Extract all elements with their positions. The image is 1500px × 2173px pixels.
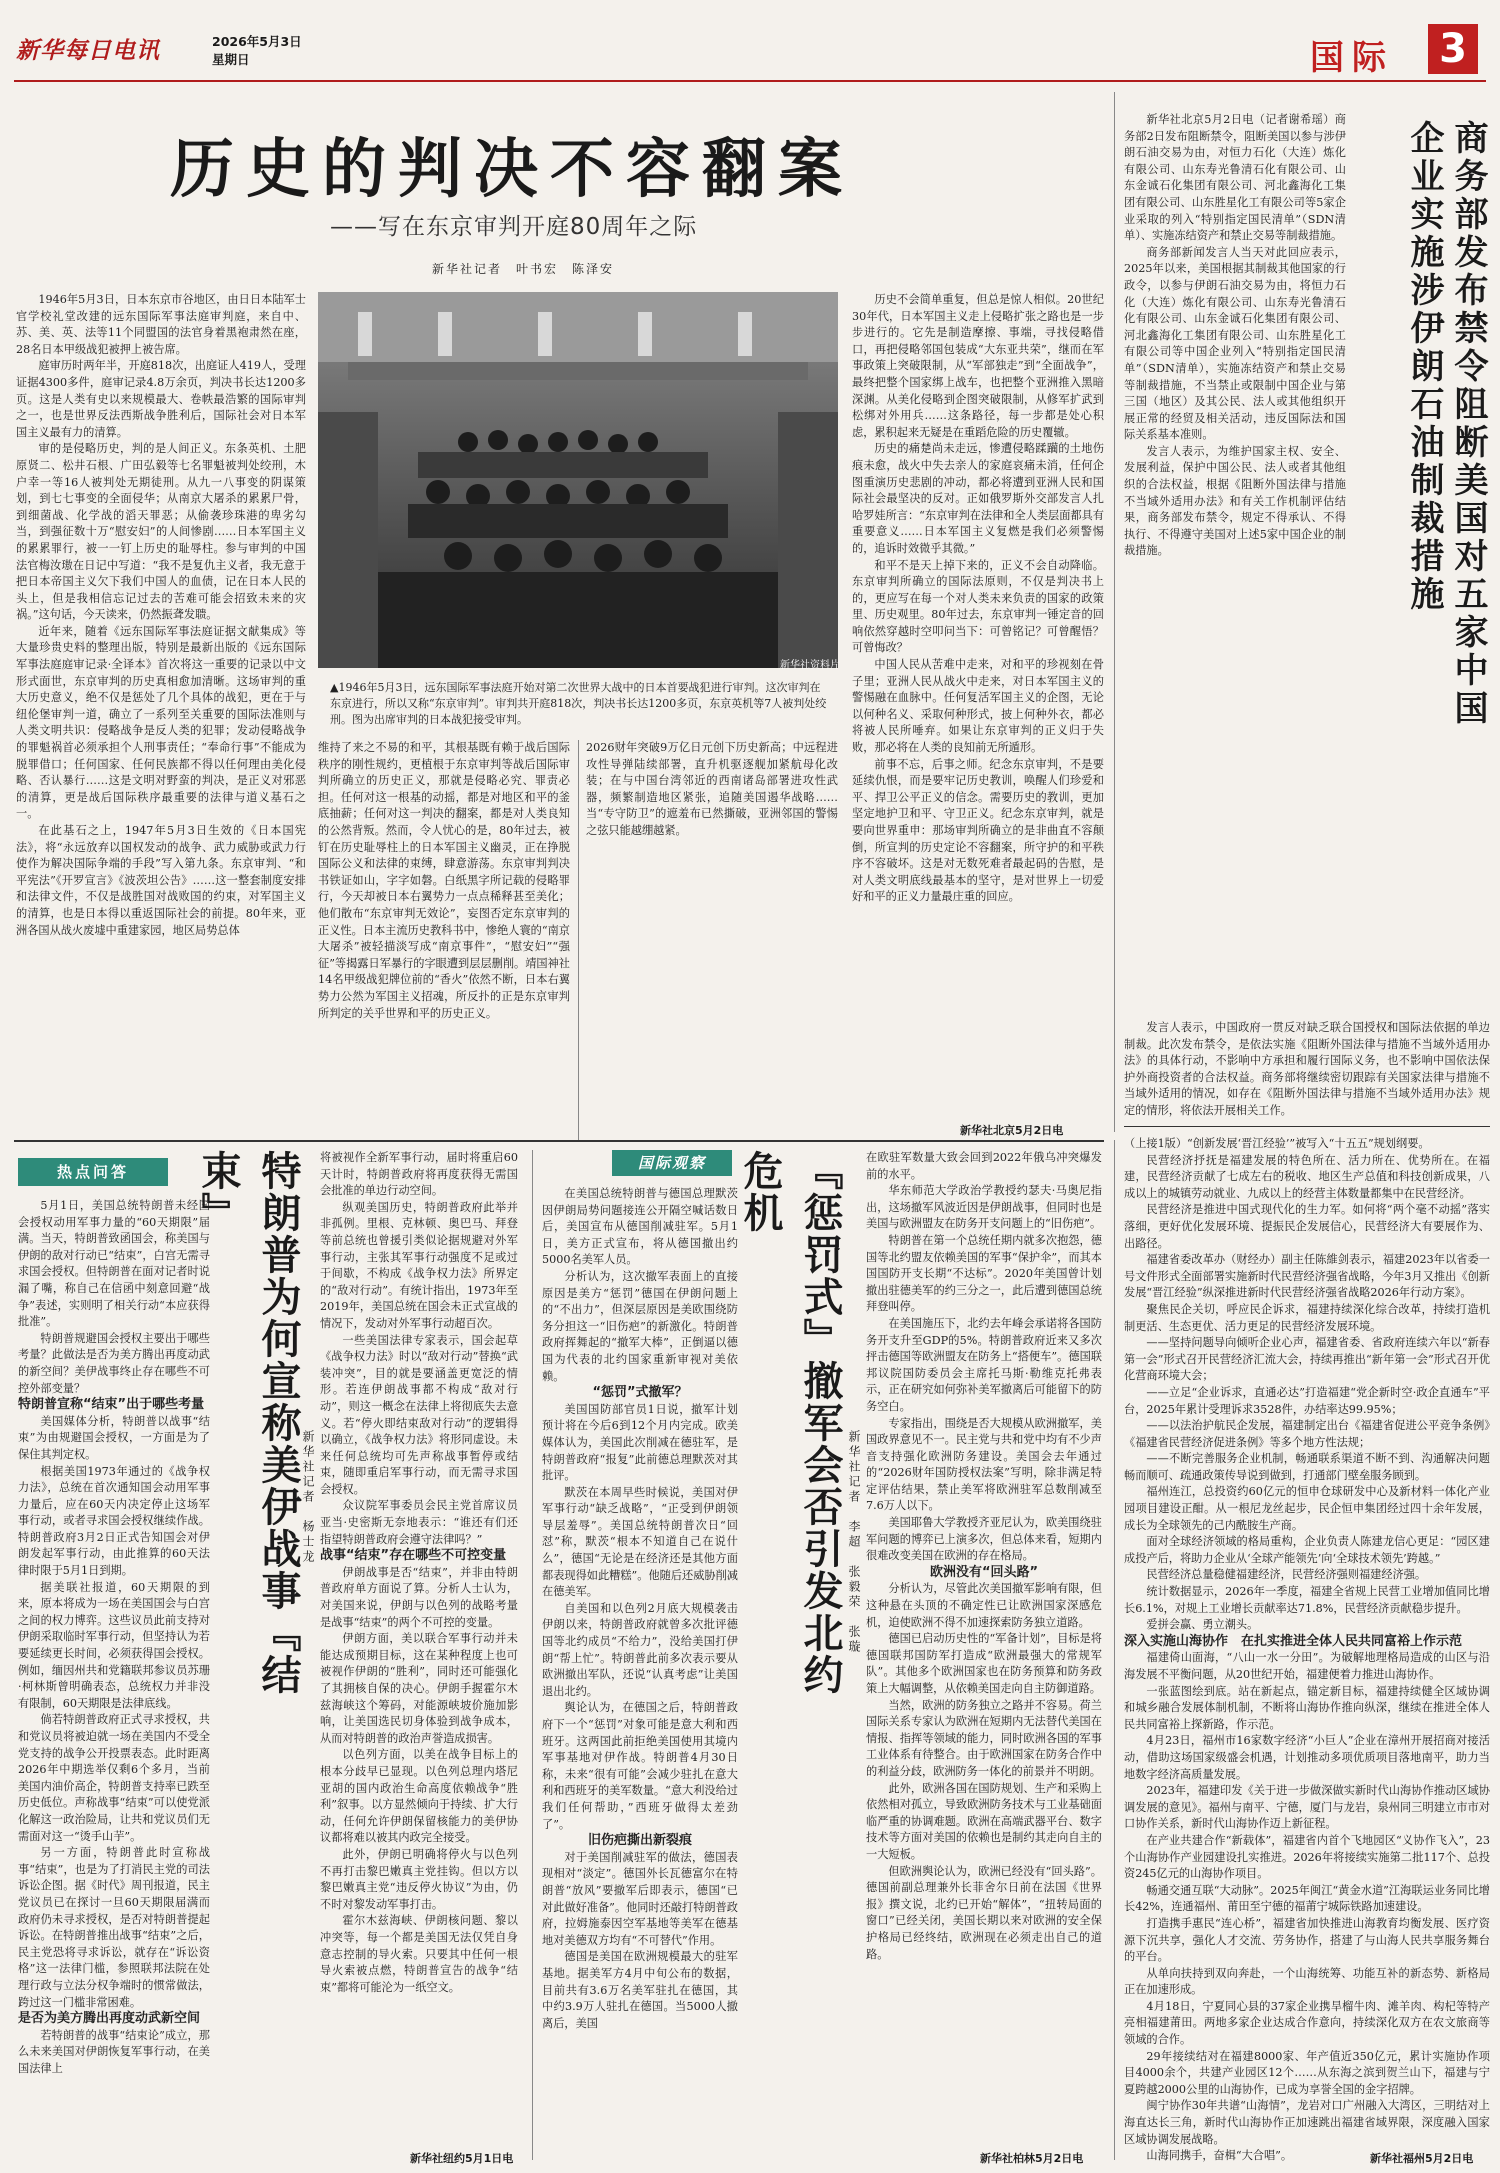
- issue-weekday: 星期日: [212, 52, 250, 67]
- side-article-body: [1124, 112, 1346, 1020]
- fujian-paragraph: 2023年，福建印发《关于进一步做深做实新时代山海协作推动区域协调发展的意见》。福州与南平、宁德，厦门与龙岩，泉州同三明建立市市对口协作关系，新时代山海协作迈上新征程。: [1124, 1784, 1490, 1831]
- lead-paragraph: 中国人民从苦难中走来，对和平的珍视刻在骨子里；亚洲人民从战火中走来，对日本军国主义的警惕融在血脉中。任何复活军国主义的企图，无论以何种名义、采取何种形式，披上何种外衣，都必将被人民所唾弃。如果让东京审判的正义归于失败，那必将在人类的良知前无所遁形。: [852, 658, 1104, 755]
- hot-paragraph: 一些美国法律专家表示，国会起草《战争权力法》时以“敌对行动”替换“武装冲突”，目的就是要涵盖更宽泛的情形。若连伊朗战事都不构成“敌对行动”，则这一概念在法律上将彻底失去意义。若“停火即结束敌对行动”的逻辑得以确立，《战争权力法》将形同虚设。未来任何总统均可先声称战事暂停或结束，随即重启军事行动，而无需寻求国会授权。: [320, 1333, 518, 1496]
- fujian-paragraph: ——以法治护航民企发展，福建制定出台《福建省促进公平竞争条例》《福建省民营经济促进条例》等多个地方性法规；: [1124, 1419, 1490, 1449]
- hot-paragraph: 5月1日，美国总统特朗普未经国会授权动用军事力量的“60天期限”届满。当天，特朗普致函国会，称美国与伊朗的敌对行动已“结束”，白宫无需寻求国会授权。但特朗普在面对记者时说漏了嘴，称自己在信函中刻意回避“战争”表述，实则明了相关行动“本应获得批准”。: [18, 1199, 210, 1329]
- side-paragraph: 商务部新闻发言人当天对此回应表示，2025年以来，美国根据其制裁其他国家的行政令，以参与伊朗石油交易为由，将恒力石化（大连）炼化有限公司、山东寿光鲁清石化有限公司、山东金诚石化集团有限公司、河北鑫海化工集团有限公司、山东胜星化工有限公司等中国企业列入“特别指定国民清单”（SDN清单），实施冻结资产和禁止交易等制裁措施，不当禁止或限制中国企业与第三国（地区）及其公民、法人或其他组织开展正常的经贸及相关活动，违反国际法和国际关系基本准则。: [1124, 245, 1346, 442]
- obs-tag: 国际观察: [612, 1150, 732, 1176]
- column-divider-b: [1114, 1140, 1115, 2160]
- hot-byline-text: 新华社记者 杨士龙: [301, 1430, 315, 1565]
- fujian-paragraph: 一张蓝图绘到底。站在新起点，锚定新目标，福建持续健全区域协调和城乡融合发展体制机制，不断将山海协作推向纵深，继续在推进全体人民共同富裕上探新路，作示范。: [1124, 1684, 1490, 1731]
- obs-paragraph: 分析认为，这次撤军表面上的直接原因是美方“惩罚”德国在伊朗问题上的“不出力”，但深层原因是美欧围绕防务分担这一“旧伤疤”的新激化。特朗普政府挥舞起的“撤军大棒”，正倒逼以德国为代表的北约国家重新审视对美依赖。: [542, 1269, 738, 1383]
- obs-column-1: [542, 1186, 738, 2156]
- fujian-paragraph: 山海同携手，奋楫“大合唱”。: [1146, 2149, 1293, 2163]
- section-separator: [14, 1140, 1104, 1142]
- fujian-paragraph: 爱拼会赢、勇立潮头。: [1146, 1618, 1259, 1632]
- hot-paragraph: 纵观美国历史，特朗普政府此举并非孤例。里根、克林顿、奥巴马、拜登等前总统也曾援引类似论据规避对外军事行动，主张其军事行动强度不足或过于间歇，不构成《战争权力法》所界定的“敌对行动”。有统计指出，1973年至2019年，美国总统在国会未正式宣战的情况下，发动对外军事行动超百次。: [320, 1200, 518, 1330]
- fujian-paragraph: 福建倚山面海，“八山一水一分田”。为破解地理格局造成的山区与沿海发展不平衡问题，从20世纪开始，福建便着力推进山海协作。: [1124, 1651, 1490, 1681]
- hot-paragraph: 特朗普规避国会授权主要出于哪些考量？此做法是否为美方腾出再度动武的新空间？美伊战事终止存在哪些不可控外部变量？: [18, 1331, 210, 1395]
- hot-byline: [300, 1430, 317, 1690]
- fujian-paragraph: ——立足“企业诉求，直通必达”打造福建“党企新时空·政企直通车”平台，2025年累计受理诉求3528件，办结率达99.95%；: [1124, 1385, 1490, 1416]
- hot-paragraph: 倘若特朗普政府正式寻求授权，共和党议员将被迫就一场在美国内不受全党支持的战争公开投票表态。此时距离2026年中期选举仅剩6个多月，当前美国内油价高企，特朗普支持率已跌至历史低位。声称战事“结束”可以使党派化解这一政治险局，让共和党议员们无需面对这一“烫手山芋”。: [18, 1713, 210, 1843]
- newspaper-logo: 新华每日电讯: [16, 37, 160, 64]
- lead-paragraph: 1946年5月3日，日本东京市谷地区，由日日本陆军士官学校礼堂改建的远东国际军事法庭审判庭，来自中、苏、美、英、法等11个同盟国的法官身着黑袍肃然在座，28名日本甲级战犯被押上被告席。: [16, 293, 306, 356]
- obs-paragraph: 当然，欧洲的防务独立之路并不容易。荷兰国际关系专家认为欧洲在短期内无法替代美国在情报、指挥等领域的能力，同时欧洲各国的军事工业体系有待整合。由于欧洲国家在防务合作中的利益分歧，欧洲防务一体化的前景并不明朗。: [866, 1698, 1102, 1778]
- side-paragraph: 新华社北京5月2日电（记者谢希瑶）商务部2日发布阻断禁令，阻断美国以参与涉伊朗石油交易为由，对恒力石化（大连）炼化有限公司、山东寿光鲁清石化有限公司、山东金诚石化集团有限公司、河北鑫海化工集团有限公司、山东胜星化工有限公司等5家企业采取的列入“特别指定国民清单”（SDN清单）、实施冻结资产和禁止交易等制裁措施。: [1124, 113, 1346, 243]
- obs-paragraph: 此外，欧洲各国在国防规划、生产和采购上依然相对孤立，导致欧洲防务技术与工业基础面临严重的协调难题。欧洲在高端武器平台、数字技术等方面对美国的依赖也是制约其走向自主的一大短板。: [866, 1781, 1102, 1861]
- page-number: 3: [1428, 24, 1478, 74]
- hot-paragraph: 以色列方面，以美在战争目标上的根本分歧早已显现。以色列总理内塔尼亚胡的国内政治生命高度依赖战争“胜利”叙事。以方显然倾向于持续、扩大行动，任何允许伊朗保留核能力的美伊协议都将难以被其内政完全接受。: [320, 1748, 518, 1845]
- hot-column-2: [320, 1150, 518, 2150]
- hot-paragraph: 此外，伊朗已明确将停火与以色列不再打击黎巴嫩真主党挂钩。但以方以黎巴嫩真主党“违反停火协议”为由，仍不时对黎发动军事打击。: [320, 1847, 518, 1911]
- photo-caption: ▲1946年5月3日，远东国际军事法庭开始对第二次世界大战中的日本首要战犯进行审判。这次审判在东京进行，所以又称“东京审判”。审判共开庭818次，判决书长达1200多页，东京英机等7人被判处绞刑。图为出席审判的日本战犯接受审判。: [330, 681, 827, 726]
- hot-dateline: 新华社纽约5月1日电: [410, 2152, 514, 2165]
- hot-paragraph: 伊朗方面，美以联合军事行动并未能达成预期目标，这在某种程度上也可被视作伊朗的“胜利”，同时还可能强化了其拥核自保的决心。伊朗手握霍尔木兹海峡这个筹码，对能源峡坡价施加影响，让美国选民切身体验到战争成本，从而对特朗普的政治声誉造成损害。: [320, 1632, 518, 1745]
- lead-paragraph: 维持了来之不易的和平，其根基既有赖于战后国际秩序的刚性规约，更植根于东京审判等战后国际审判所确立的历史正义，那就是侵略必究、罪责必担。任何对这一根基的动摇，都是对地区和平的釜底抽薪；任何对这一判决的翻案，都是对人类良知的公然背叛。然而，令人忧心的是，80年过去，被钉在历史耻辱柱上的日本军国主义幽灵，正在挣脱国际公义和法律的束缚，肆意游荡。东京审判判决书铁证如山，字字如磐。白纸黑字所记载的侵略罪行，今天却被日本右翼势力一点点稀释甚至美化；他们散布“东京审判无效论”，妄图否定东京审判的正义性。日本主流历史教科书中，惨绝人寰的“南京大屠杀”被轻描淡写成“南京事件”，“慰安妇”“强征”等揭露日军暴行的字眼遭到层层删削。靖国神社14名甲级战犯牌位前的“香火”依然不断，日本右翼势力公然为军国主义招魂，所反扑的正是东京审判所判定的关乎世界和平的历史正义。: [318, 741, 570, 1020]
- fujian-paragraph: 民营经济抒抚是福建发展的特色所在、活力所在、优势所在。在福建，民营经济贡献了七成左右的税收、地区生产总值和科技创新成果，八成以上的城镇劳动就业、九成以上的经营主体数量都集中在民营经济。: [1124, 1153, 1490, 1200]
- obs-subhead: 欧洲没有“回头路”: [929, 1564, 1039, 1580]
- fujian-paragraph: 4月23日，福州市16家数字经济“小巨人”企业在漳州开展招商对接活动，借助这场国家级盛会机遇，计划推动多项优质项目落地南平，助力当地数字经济高质量发展。: [1124, 1734, 1490, 1781]
- lead-paragraph: 审的是侵略历史，判的是人间正义。东条英机、土肥原贤二、松井石根、广田弘毅等七名罪魁被判处绞刑，木户幸一等16人被判处无期徒刑。从九一八事变的阴谋策划，到七七事变的全面侵华；从南京大屠杀的累累尸骨，到细菌战、化学战的滔天罪恶；从偷袭珍珠港的卑劣勾当，到强征数十万“慰安妇”的人间惨剧……日本军国主义的累累罪行，被一一钉上历史的耻辱柱。参与审判的中国法官梅汝璈在日记中写道：“我不是复仇主义者，我无意于把日本帝国主义欠下我们中国人的血债，记在日本人民的头上，但是我相信忘记过去的苦难可能会招致未来的灾祸。”这句话，今天读来，仍然振聋发聩。: [16, 442, 306, 622]
- fujian-paragraph: ——不断完善服务企业机制，畅通联系渠道不断不到、沟通解决问题畅而顺可、疏通政策传导说到做到，打通部门壁垒服务顾到。: [1124, 1452, 1490, 1482]
- obs-paragraph: 默茨在本周早些时候说，美国对伊军事行动“缺乏战略”，“正受到伊朗领导层羞辱”。美国总统特朗普次日“回怼”称，默茨“根本不知道自己在说什么”，德国“无论是在经济还是其他方面都表现得如此糟糕”。他随后还威胁削减在德美军。: [542, 1485, 738, 1599]
- fujian-paragraph: 福建省委改革办（财经办）副主任陈維剑表示，福建2023年以省委一号文件形式全面部署实施新时代民营经济强省战略，今年3月又推出《创新发展“晋江经验”纵深推进新时代民营经济强省战略2026年行动方案》。: [1124, 1253, 1490, 1300]
- side-paragraph: 发言人表示，为维护国家主权、安全、发展利益，保护中国公民、法人或者其他组织的合法权益，根据《阻断外国法律与措施不当域外适用办法》和有关工作机制评估结果，商务部发布禁令，规定不得承认、不得执行、不得遵守美国对上述5家中国企业的制裁措施。: [1124, 444, 1346, 558]
- lead-paragraph: 在此基石之上，1947年5月3日生效的《日本国宪法》，将“永远放弃以国权发动的战争、武力威胁或武力行使作为解决国际争端的手段”写入第九条。东京审判、“和平宪法”《开罗宣言》《波茨坦公告》……这一整套制度安排和法律文件，不仅是战胜国对战败国的约束，对军国主义的清算，也是日本得以重返国际社会的前提。80年来，亚洲各国从战火废墟中重建家园，地区局势总体: [16, 824, 306, 937]
- fujian-paragraph: 聚焦民企关切，呼应民企诉求，福建持续深化综合改革，持续打造机制更活、生态更优、活力更足的民营经济发展环境。: [1124, 1302, 1490, 1333]
- lead-column-divider: [578, 740, 579, 1140]
- column-divider-a: [532, 1150, 533, 2160]
- obs-column-2: [866, 1150, 1102, 2150]
- hot-paragraph: 众议院军事委员会民主党首席议员亚当·史密斯无奈地表示：“谁还有们还指望特朗普政府会遵守法律吗？”: [320, 1499, 518, 1546]
- fujian-paragraph: 福州连江，总投资约60亿元的恒申仓球研发中心及新材料一体化产业园项目建设正酣。从一根尼龙丝起步，民企恒申集团经过四十余年发展，成长为全球领先的己内酰胺生产商。: [1124, 1485, 1490, 1532]
- hot-title-text: 特朗普为何宣称美伊战事『结束』: [195, 1150, 302, 1696]
- obs-paragraph: 美国国防部官员1日说，撤军计划预计将在今后6到12个月内完成。欧美媒体认为，美国此次削减在德驻军，是特朗普政府“报复”此前德总理默茨对其批评。: [542, 1402, 738, 1483]
- hot-paragraph: 据美联社报道，60天期限的到来，原本将成为一场在美国国会与白宫之间的权力博弈。这些议员此前支持对伊朗采取临时军事行动，但坚持认为若要延续更长时间，必须获得国会授权。例如，缅因州共和党籍联邦参议员苏珊·柯林斯曾明确表态，总统权力并非没有限制，60天期限是法律底线。: [18, 1580, 210, 1710]
- hot-subhead: 是否为美方腾出再度动武新空间: [18, 2011, 201, 2027]
- hot-paragraph: 将被视作全新军事行动，届时将重启60天计时，特朗普政府将再度获得无需国会批准的单边行动空间。: [320, 1151, 518, 1198]
- lead-paragraph: 庭审历时两年半，开庭818次，出庭证人419人，受理证据4300多件，庭审记录4.8万余页，判决书长达1200多页。这是人类有史以来规模最大、卷帙最浩繁的国际审判之一，也是世界反法西斯战争胜利后，国际社会对日本军国主义最有力的清算。: [16, 359, 306, 439]
- fujian-paragraph: 统计数据显示，2026年一季度，福建全省规上民营工业增加值同比增长6.1%，对规上工业增长贡献率达71.8%，民营经济贡献稳步提升。: [1124, 1585, 1490, 1615]
- side-divider: [1114, 92, 1115, 1132]
- photo-credit-label: 新华社资料片: [780, 660, 840, 671]
- fujian-paragraph: 在产业共建合作“新载体”，福建省内首个飞地园区“义协作飞入”，23个山海协作产业园建设扎实推进。2026年将接续实施第二批117个、总投资245亿元的山海协作项目。: [1124, 1833, 1490, 1881]
- obs-paragraph: 特朗普在第一个总统任期内就多次抱怨，德国等北约盟友依赖美国的军事“保护伞”，而其本国国防开支长期“不达标”。2020年美国曾计划撤出驻德美军的约三分之一，此后遭到德国总统拜登叫停。: [866, 1233, 1102, 1314]
- obs-paragraph: 专家指出，围绕是否大规模从欧洲撤军，美国政界意见不一。民主党与共和党中均有不少声音支持强化欧洲防务建设。美国会去年通过的“2026财年国防授权法案”写明，除非满足特定评估结果，禁止美军将欧洲驻军总数削减至7.6万人以下。: [866, 1416, 1102, 1513]
- trial-photo: [318, 292, 838, 668]
- lead-column-3: [852, 292, 1104, 1120]
- courtroom-photo-icon: [318, 292, 838, 668]
- lead-title: 历史的判决不容翻案: [170, 132, 854, 207]
- side-separator: [1124, 1126, 1490, 1127]
- hot-paragraph: 若特朗普的战事“结束论”成立，那么未来美国对伊朗恢复军事行动，在美国法律上: [18, 2028, 210, 2075]
- side-paragraph: 发言人表示，中国政府一贯反对缺乏联合国授权和国际法依据的单边制裁。此次发布禁令，是依法实施《阻断外国法律与措施不当域外适用办法》的具体行动，不影响中方承担和履行国际义务，也不影响中国依法保护外商投资者的合法权益。商务部将继续密切跟踪有关国家法律与措施不当域外适用的情况，如存在《阻断外国法律与措施不当域外适用办法》规定的情形，将依法开展相关工作。: [1124, 1021, 1490, 1117]
- lead-dateline: 新华社北京5月2日电: [960, 1124, 1064, 1137]
- hot-paragraph: 伊朗战事是否“结束”，并非由特朗普政府单方面说了算。分析人士认为，对美国来说，伊朗与以色列的战略考量是战事“结束”的两个不可控的变量。: [320, 1565, 518, 1629]
- section-name: 国际: [1310, 38, 1394, 78]
- masthead: [0, 0, 1500, 78]
- obs-paragraph: 分析认为，尽管此次美国撤军影响有限，但这种悬在头顶的不确定性已让欧洲国家深感危机，迫使欧洲不得不加速探索防务独立道路。: [866, 1582, 1102, 1629]
- lead-byline: 新华社记者 叶书宏 陈泽安: [432, 262, 615, 276]
- fujian-paragraph: 民营经济是推进中国式现代化的生力军。如何将“两个毫不动摇”落实落细，更好优化发展环境、提振民企发展信心，民营经济大有要展作为、出路径。: [1124, 1203, 1490, 1250]
- hot-paragraph: 霍尔木兹海峡、伊朗核问题、黎以冲突等，每一个都是美国无法仅凭自身意志控制的导火索。只要其中任何一根导火索被点燃，特朗普宣告的战争“结束”都将可能沦为一纸空文。: [320, 1914, 518, 1994]
- hot-subhead: 特朗普宣称“结束”出于哪些考量: [18, 1397, 205, 1413]
- hot-paragraph: 另一方面，特朗普此时宣称战事“结束”，也是为了打消民主党的司法诉讼企图。据《时代》周刊报道，民主党议员已在探讨一旦60天期限届满而政府仍未寻求授权，是否对特朗普提起诉讼。在特朗普推出战事“结束”之后，民主党恐将寻求诉讼，就存在“诉讼资格”这一法律门槛，参照联邦法院在处理行政与立法分权争端时的惯常做法，跨过这一门槛非常困难。: [18, 1846, 210, 2009]
- obs-paragraph: 舆论认为，在德国之后，特朗普政府下一个“惩罚”对象可能是意大利和西班牙。这两国此前拒绝美国使用其境内军事基地对伊作战。特朗普4月30日称，未来“很有可能”会减少驻扎在意大利和西班牙的美军数量。“意大利没给过我们任何帮助，”西班牙做得太差劲了”。: [542, 1701, 738, 1831]
- obs-paragraph: 对于美国削减驻军的做法，德国表现相对“淡定”。德国外长瓦德富尔在特朗普“放风”要撤军后即表示，德国“已对此做好准备”。他同时还敲打特朗普政府，拉姆施泰因空军基地等美军在德基地对美德双方均有“不可替代”作用。: [542, 1850, 738, 1947]
- lead-paragraph: 2026财年突破9万亿日元创下历史新高；中远程进攻性导弹陆续部署，直升机驱逐舰加紧航母化改装；在与中国台湾邻近的西南诸岛部署进攻性武器，频繁制造地区紧张，追随美国遏华战略……当“专守防卫”的遮羞布已然撕破，亚洲邻国的警惕之弦只能越绷越紧。: [586, 741, 838, 837]
- obs-subhead: “惩罚”式撤军？: [592, 1385, 688, 1401]
- fujian-paragraph: 闽宁协作30年共谱“山海情”，龙岩对口广州融入大湾区，三明结对上海直达长三角，新时代山海协作正加速跳出福建省域界限，深度融入国家区域协调发展战略。: [1124, 2099, 1490, 2146]
- lead-paragraph: 历史的痛楚尚未走远，惨遭侵略蹂躏的土地伤痕未愈，战火中失去亲人的家庭哀痛未消，任何企图重演历史悲剧的冲动，都必将遭到亚洲人民和国际社会最坚决的反对。正如俄罗斯外交部发言人扎哈罗娃所言：“东京审判在法律和全人类层面都具有重要意义……日本军国主义复燃是我们必须警惕的，追诉时效微乎其微。”: [852, 442, 1104, 555]
- lead-column-2: [318, 740, 570, 1140]
- obs-paragraph: 在美国施压下，北约去年峰会承诺将各国防务开支升至GDP的5%。特朗普政府近来又多次抨击德国等欧洲盟友在防务上“搭便车”。德国联邦议院国防委员会主席托马斯·勒维克托弗表示，正在研究如何弥补美军撤离后可能留下的防务空白。: [866, 1316, 1102, 1413]
- lead-paragraph: 前事不忘，后事之师。纪念东京审判，不是要延续仇恨，而是要牢记历史教训，唤醒人们珍爱和平、捍卫公平正义的信念。需要历史的教训，更加坚定地护卫和平、守卫正义。纪念东京审判，就是要向世界重申：那场审判所确立的是非曲直不容颠倒，所宣判的历史定论不容翻案，所守护的和平秩序不容破坏。这是对无数死难者最起码的告慰，是对人类文明底线最基本的坚守，是对世界上一切爱好和平的正义力量最庄重的回应。: [852, 757, 1104, 904]
- hot-subhead: 战事“结束”存在哪些不可控变量: [320, 1548, 507, 1564]
- obs-paragraph: 自美国和以色列2月底大规模袭击伊朗以来，特朗普政府就曾多次批评德国等北约成员“不给力”，没给美国打伊朗“帮上忙”。特朗普此前多次表示要从欧洲撤出军队，还说“认真考虑”让美国退出北约。: [542, 1601, 738, 1698]
- obs-paragraph: 德国已启动历史性的“军备计划”，目标是将德国联邦国防军打造成“欧洲最强大的常规军队”。其他多个欧洲国家也在防务预算和防务政策上大幅调整，从依赖美国走向自主防御道路。: [866, 1632, 1102, 1695]
- obs-paragraph: 德国是美国在欧洲规模最大的驻军基地。据美军方4月中旬公布的数据，目前共有3.6万名美军驻扎在德国，其中约3.9万人驻扎在德国。当5000人撤离后，美国: [542, 1950, 738, 2030]
- fujian-paragraph: 面对全球经济领域的格局重构，企业负责人陈建龙信心更足：“园区建成投产后，将助力企业从‘全球产能领先’向‘全球技术领先’跨越。”: [1124, 1535, 1490, 1565]
- obs-title: [737, 1150, 850, 1710]
- obs-paragraph: 美国耶鲁大学教授齐亚尼认为，欧美围绕驻军问题的博弈已上演多次，但总体来看，短期内很难改变美国在欧洲的存在格局。: [866, 1516, 1102, 1563]
- fujian-paragraph: 4月18日，宁夏同心县的37家企业携旱榴牛肉、滩羊肉、构杞等特产亮相福建莆田。两地多家企业达成合作意向，持续深化双方在农文旅商等领域的合作。: [1124, 1999, 1490, 2047]
- fujian-paragraph: （上接1版）“创新发展‘晋江经验’”被写入“十五五”规划纲要。: [1124, 1137, 1430, 1150]
- lead-paragraph: 和平不是天上掉下来的，正义不会自动降临。东京审判所确立的国际法原则，不仅是判决书上的，更应写在每一个对人类未来负责的国家的政策里、历史观里。80年过去，东京审判一锤定音的回响依然穿越时空叩问当下：可曾铭记？可曾醒悟？可曾悔改？: [852, 558, 1104, 655]
- lead-paragraph: 近年来，随着《远东国际军事法庭证据文献集成》等大量珍贵史料的整理出版，特别是最新出版的《远东国际军事法庭庭审记录·全译本》首次将这一重要的记录以中文形式面世，东京审判的历史真相愈加清晰。这场审判的重大历史意义，绝不仅是惩处了几个具体的战犯，更在于与纽伦堡审判一道，确立了一系列至关重要的国际法准则与人类文明共识：侵略战争是反人类的犯罪；发动侵略战争的罪魁祸首必须承担个人刑事责任；“奉命行事”不能成为脱罪借口；任何国家、任何民族都不得以任何理由美化侵略、否认暴行……这是文明对野蛮的判决，是正义对邪恶的清算，更是战后国际秩序最重要的法律与道义基石之一。: [16, 624, 306, 821]
- obs-subhead: 旧伤疤撕出新裂痕: [587, 1833, 692, 1849]
- fujian-dateline: 新华社福州5月2日电: [1370, 2152, 1474, 2165]
- lead-column-2b: [586, 740, 838, 1140]
- obs-title-text: 『惩罚式』撤军会否引发北约危机: [737, 1150, 844, 1696]
- issue-date: 2026年5月3日: [212, 34, 302, 49]
- hot-paragraph: 美国媒体分析，特朗普以战事“结束”为由规避国会授权，一方面是为了保住其判定权。: [18, 1414, 210, 1461]
- fujian-paragraph: 民营经济总量稳健福建经济，民营经济强则福建经济强。: [1146, 1568, 1427, 1582]
- fujian-paragraph: 从单向扶持到双向奔赴，一个山海统筹、功能互补的新态势、新格局正在加速形成。: [1124, 1966, 1490, 1997]
- obs-paragraph: 在美国总统特朗普与德国总理默茨因伊朗局势问题接连公开隔空喊话数日后，美国宣布从德国削减驻军。5月1日，美方正式宣布，将从德国撤出约5000名美军人员。: [542, 1187, 738, 1267]
- fujian-paragraph: ——坚持问题导向倾听企业心声，福建省委、省政府连续六年以“新春第一会”形式召开民营经济汇流大会，持续再推出“新年第一会”形式召开优化营商环境大会；: [1124, 1336, 1490, 1383]
- obs-paragraph: 在欧驻军数量大致会回到2022年俄乌冲突爆发前的水平。: [866, 1151, 1102, 1181]
- hot-title: [195, 1150, 308, 1710]
- obs-byline: [846, 1430, 863, 1730]
- fujian-paragraph: 畅通交通互联“大动脉”。2025年闽江“黄金水道”江海联运业务同比增长42%，连通福州、莆田至宁德的福莆宁城际铁路加速建设。: [1124, 1883, 1490, 1914]
- side-title-text: 商务部发布禁令阻断美国对五家中国企业实施涉伊朗石油制裁措施: [1404, 120, 1488, 728]
- fujian-subhead: 深入实施山海协作 在扎实推进全体人民共同富裕上作示范: [1124, 1633, 1463, 1649]
- hot-paragraph: 根据美国1973年通过的《战争权力法》，总统在首次通知国会动用军事力量后，应在60天内决定停止这场军事行动，或者寻求国会授权继续作战。特朗普政府3月2日正式告知国会对伊朗发起军事行动，由此推算的60天法律时限于5月1日到期。: [18, 1464, 210, 1578]
- fujian-paragraph: 29年接续结对在福建8000家、年产值近350亿元，累计实施协作项目4000余个，共建产业园区12个……从东海之滨到贺兰山下，福建与宁夏跨越2000公里的山海协作，已成为享誉全国的金字招牌。: [1124, 2049, 1490, 2096]
- hot-tag: 热点问答: [18, 1158, 168, 1186]
- side-article-title: [1350, 120, 1490, 760]
- side-article-body-2: [1124, 1020, 1490, 1120]
- masthead-rule: [14, 80, 1486, 82]
- obs-paragraph: 但欧洲舆论认为，欧洲已经没有“回头路”。德国前副总理兼外长菲舍尔日前在法国《世界报》撰文说，北约已开始“解体”，“扭转局面的窗口”已经关闭，美国长期以来对欧洲的安全保护格局已经终结，欧洲现在必须走出自己的道路。: [866, 1864, 1102, 1961]
- obs-dateline: 新华社柏林5月2日电: [980, 2152, 1084, 2165]
- lead-subtitle: ——写在东京审判开庭80周年之际: [330, 214, 698, 240]
- hot-column-1: [18, 1198, 210, 2158]
- obs-paragraph: 华东师范大学政治学教授约瑟夫·马奥尼指出，这场撤军风波近因是伊朗战事，但同时也是美国与欧洲盟友在防务开支问题上的“旧伤疤”。: [866, 1184, 1102, 1231]
- lead-paragraph: 历史不会简单重复，但总是惊人相似。20世纪30年代，日本军国主义走上侵略扩张之路也是一步步进行的。它先是制造摩擦、事端，寻找侵略借口，再把侵略邻国包装成“大东亚共荣”，继而在军事政策上突破限制，从“军部独走”到“全面战争”，最终把整个国家绑上战车，也把整个亚洲推入黑暗深渊。从美化侵略到企图突破限制，从修军扩武到松绑对外用兵……这条路径，每一步都是处心积虑，累积起来无疑是在重蹈危险的历史覆辙。: [852, 293, 1104, 439]
- lead-column-1: [16, 292, 306, 1140]
- obs-byline-text: 新华社记者 李超 张毅荣 张璇: [847, 1430, 861, 1655]
- fujian-paragraph: 打造携手惠民“连心桥”，福建省加快推进山海教育均衡发展、医疗资源下沉共享，强化人才交流、劳务协作，搭建了与山海人民共享服务舞台的平台。: [1124, 1916, 1490, 1964]
